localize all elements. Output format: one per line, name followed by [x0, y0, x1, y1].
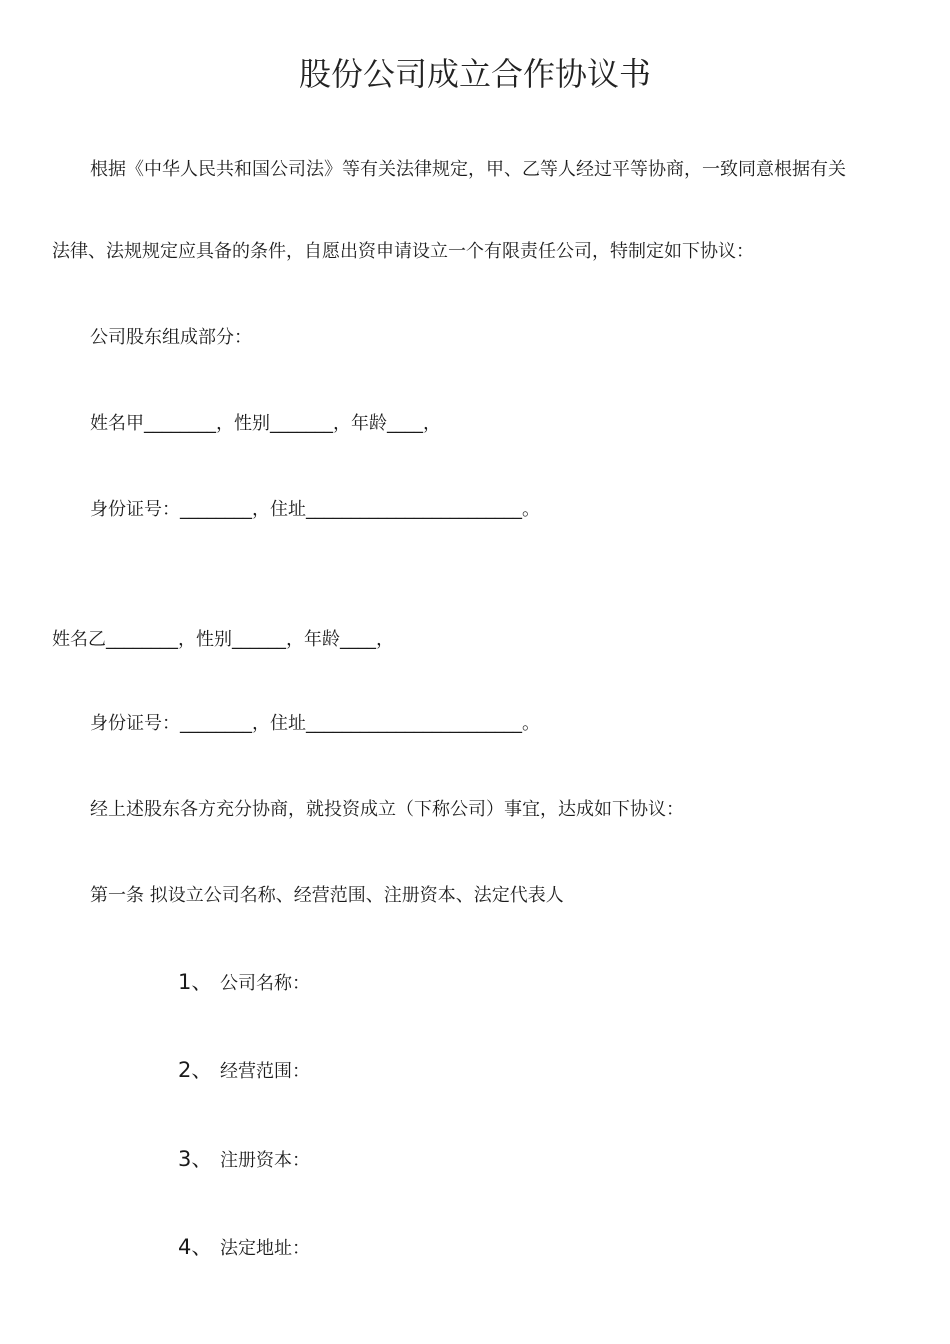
document-title: 股份公司成立合作协议书 — [298, 55, 651, 93]
list-item-label: 经营范围： — [220, 1061, 310, 1082]
list-item — [178, 970, 310, 996]
list-item-label: 公司名称： — [220, 973, 310, 994]
party-a-id-line: 身份证号：________，住址________________________。 — [90, 499, 540, 520]
list-item — [178, 1147, 310, 1173]
party-b-id-line: 身份证号：________，住址________________________。 — [90, 713, 540, 734]
list-item-number: 2、 — [178, 1058, 213, 1082]
list-item-label: 注册资本： — [220, 1150, 310, 1171]
party-a-name-line: 姓名甲________，性别_______，年龄____， — [90, 413, 441, 434]
list-item-label: 法定地址： — [220, 1238, 310, 1259]
agreement-intro: 经上述股东各方充分协商，就投资成立（下称公司）事宜，达成如下协议： — [90, 799, 684, 820]
list-item — [178, 1058, 310, 1084]
list-item-number: 4、 — [178, 1235, 213, 1259]
list-item-number: 1、 — [178, 970, 213, 994]
party-b-name-line: 姓名乙________，性别______，年龄____， — [52, 629, 394, 650]
intro-paragraph-line-1: 根据《中华人民共和国公司法》等有关法律规定，甲、乙等人经过平等协商，一致同意根据有关 — [90, 159, 846, 180]
intro-paragraph-line-2: 法律、法规规定应具备的条件，自愿出资申请设立一个有限责任公司，特制定如下协议： — [52, 241, 754, 262]
shareholders-heading: 公司股东组成部分： — [90, 327, 252, 348]
list-item — [178, 1235, 310, 1261]
list-item-number: 3、 — [178, 1147, 213, 1171]
article-1-heading: 第一条 拟设立公司名称、经营范围、注册资本、法定代表人 — [90, 885, 564, 906]
